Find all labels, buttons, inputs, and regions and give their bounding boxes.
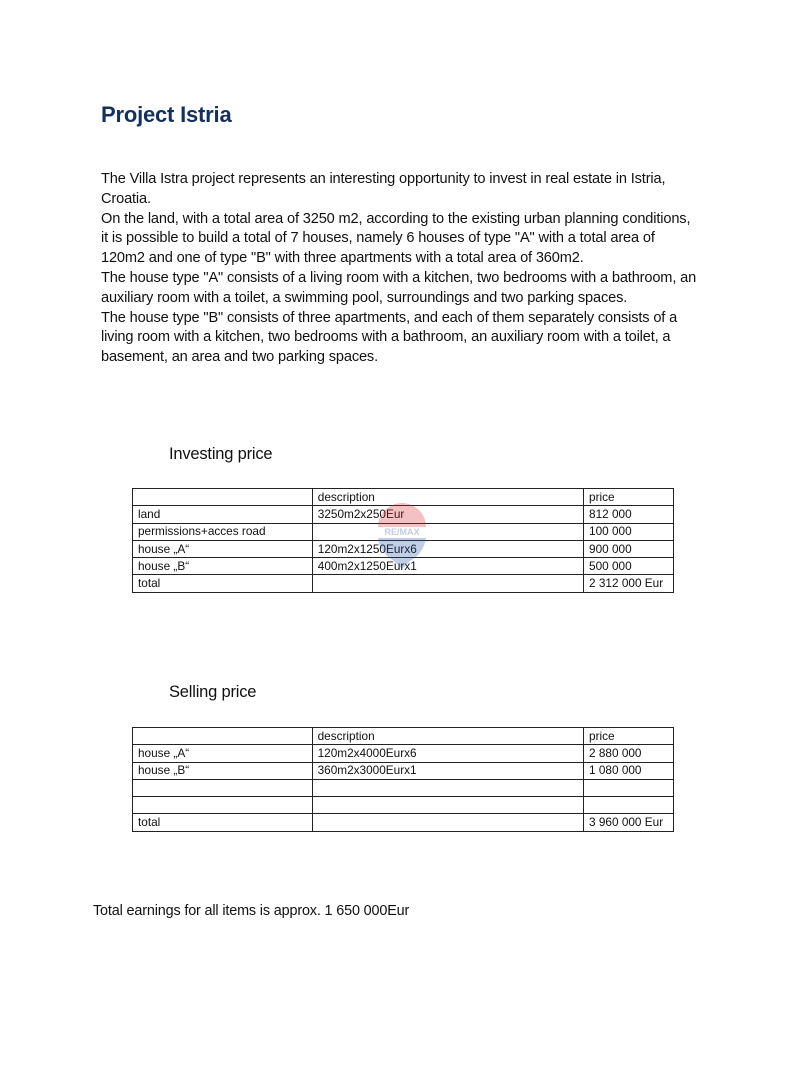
- description-cell: [312, 797, 583, 814]
- item-cell: [133, 797, 313, 814]
- total-earnings-summary: Total earnings for all items is approx. 1 650 000Eur: [93, 903, 410, 919]
- description-cell: [312, 779, 583, 796]
- paragraph-house-b: The house type "B" consists of three apartments, and each of them separately consists of a living room with a kitchen, two bedrooms with a bathroom, an auxiliary room with a toilet, a basement, an area and two parking spaces.: [101, 309, 678, 366]
- table-total-row: [133, 814, 674, 831]
- item-cell: land: [133, 506, 313, 523]
- header-cell: description: [312, 728, 583, 745]
- description-cell: 360m2x3000Eurx1: [312, 762, 583, 779]
- price-cell: 3 960 000 Eur: [584, 814, 674, 831]
- table-header-row: [133, 728, 674, 745]
- item-cell: permissions+acces road: [133, 523, 313, 540]
- description-cell: 120m2x1250Eurx6: [312, 540, 583, 557]
- item-cell: house „B“: [133, 558, 313, 575]
- svg-text:RE/MAX: RE/MAX: [384, 527, 420, 537]
- paragraph-land: On the land, with a total area of 3250 m2, according to the existing urban planning conditions, it is possible to build a total of 7 houses, namely 6 houses of type "A" with a total area of 120m2 and one of type "B" with three apartments with a total area of 360m2.: [101, 210, 691, 267]
- item-cell: house „A“: [133, 745, 313, 762]
- header-cell: [133, 728, 313, 745]
- table-row: [133, 762, 674, 779]
- table-row: [133, 779, 674, 796]
- item-cell: [133, 779, 313, 796]
- investing-price-heading: Investing price: [169, 445, 273, 463]
- item-cell: house „A“: [133, 540, 313, 557]
- item-cell: house „B“: [133, 762, 313, 779]
- paragraph-intro: The Villa Istra project represents an interesting opportunity to invest in real estate in Istria, Croatia.: [101, 171, 666, 207]
- item-cell: total: [133, 814, 313, 831]
- price-cell: 2 880 000: [584, 745, 674, 762]
- description-cell: [312, 814, 583, 831]
- price-cell: 900 000: [584, 540, 674, 557]
- table-row: [133, 523, 674, 540]
- table-total-row: [133, 575, 674, 592]
- description-cell: [312, 523, 583, 540]
- price-cell: 2 312 000 Eur: [584, 575, 674, 592]
- item-cell: total: [133, 575, 313, 592]
- table-row: [133, 558, 674, 575]
- investing-price-table: [132, 488, 674, 593]
- table-row: [133, 540, 674, 557]
- description-cell: 400m2x1250Eurx1: [312, 558, 583, 575]
- price-cell: 812 000: [584, 506, 674, 523]
- price-cell: 100 000: [584, 523, 674, 540]
- selling-price-table: [132, 727, 674, 832]
- table-row: [133, 506, 674, 523]
- selling-price-heading: Selling price: [169, 683, 257, 701]
- table-row: [133, 797, 674, 814]
- paragraph-house-a: The house type "A" consists of a living room with a kitchen, two bedrooms with a bathroom, an auxiliary room with a toilet, a swimming pool, surroundings and two parking spaces.: [101, 269, 697, 306]
- price-cell: 500 000: [584, 558, 674, 575]
- price-cell: 1 080 000: [584, 762, 674, 779]
- table-header-row: [133, 489, 674, 506]
- price-cell: [584, 797, 674, 814]
- description-cell: 120m2x4000Eurx6: [312, 745, 583, 762]
- price-cell: [584, 779, 674, 796]
- header-cell: description: [312, 489, 583, 506]
- header-cell: price: [584, 489, 674, 506]
- header-cell: price: [584, 728, 674, 745]
- page-title: Project Istria: [101, 102, 232, 127]
- description-cell: [312, 575, 583, 592]
- intro-text: [101, 170, 701, 368]
- table-row: [133, 745, 674, 762]
- description-cell: 3250m2x250Eur: [312, 506, 583, 523]
- header-cell: [133, 489, 313, 506]
